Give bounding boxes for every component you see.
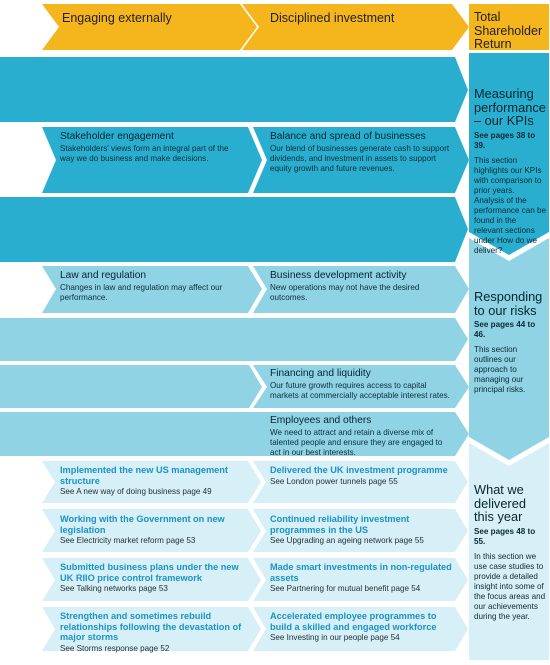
kpi-cell-stakeholder-engagement bbox=[60, 131, 245, 164]
delivered-cell-title: Accelerated employee programmes to build a skilled and engaged workforce bbox=[270, 611, 437, 632]
risk-cell-business-development bbox=[270, 270, 455, 303]
delivered-cell-reference: See Electricity market reform page 53 bbox=[60, 536, 196, 545]
side-delivered-pages: See pages 48 to 55. bbox=[474, 526, 536, 546]
delivered-cell-title: Continued reliability investment programmes in the US bbox=[270, 514, 410, 535]
kpi-cell-body: Our blend of businesses generate cash to support dividends, and investment in assets to support equity growth and future revenues. bbox=[270, 144, 450, 173]
delivered-cell-reference: See Partnering for mutual benefit page 54 bbox=[270, 584, 421, 593]
risk-cell-employees-others bbox=[270, 415, 452, 458]
band-dark-1 bbox=[0, 57, 468, 122]
risk-cell-title: Financing and liquidity bbox=[270, 368, 371, 379]
delivered-cell-title: Strengthen and sometimes rebuild relationships following the devastation of major storms bbox=[60, 611, 242, 642]
delivered-cell-title: Implemented the new US management structure bbox=[60, 465, 228, 486]
side-kpi-section bbox=[474, 87, 546, 256]
side-risks-section bbox=[474, 290, 546, 395]
side-delivered-section bbox=[474, 483, 546, 622]
band-mid-1 bbox=[0, 318, 468, 361]
delivered-cell-smart-investments bbox=[270, 562, 455, 594]
delivered-cell-us-reliability bbox=[270, 514, 452, 546]
risk-cell-title: Business development activity bbox=[270, 270, 407, 281]
side-risks-description: This section outlines our approach to managing our principal risks. bbox=[474, 345, 526, 394]
kpi-cell-balance-spread bbox=[270, 131, 450, 174]
delivered-cell-title: Delivered the UK investment programme bbox=[270, 465, 448, 475]
kpi-cell-title: Balance and spread of businesses bbox=[270, 131, 426, 142]
delivered-cell-reference: See Talking networks page 53 bbox=[60, 584, 168, 593]
delivered-cell-employee-programmes bbox=[270, 611, 450, 643]
delivered-cell-reference: See Upgrading an ageing network page 55 bbox=[270, 536, 424, 545]
delivered-cell-title: Submitted business plans under the new UK RIIO price control framework bbox=[60, 562, 239, 583]
side-kpi-description: This section highlights our KPIs with comparison to prior years. Analysis of the performance can be found in the relevant sections under How do we deliver? bbox=[474, 155, 546, 255]
risk-cell-title: Employees and others bbox=[270, 415, 372, 426]
delivered-cell-reference: See A new way of doing business page 49 bbox=[60, 487, 212, 496]
risk-cell-body: New operations may not have the desired outcomes. bbox=[270, 283, 420, 302]
delivered-cell-reference: See Storms response page 52 bbox=[60, 643, 170, 653]
risk-cell-body: Our future growth requires access to capital markets at commercially acceptable interest rates. bbox=[270, 381, 450, 400]
delivered-cell-us-management bbox=[60, 465, 240, 497]
side-kpi-pages: See pages 38 to 39. bbox=[474, 130, 536, 150]
delivered-cell-riio-plans bbox=[60, 562, 245, 594]
risk-cell-body: Changes in law and regulation may affect our performance. bbox=[60, 283, 223, 302]
header-disciplined-investment: Disciplined investment bbox=[270, 11, 395, 25]
side-risks-heading: Responding to our risks bbox=[474, 289, 543, 318]
side-kpi-heading: Measuring performance – our KPIs bbox=[474, 86, 546, 128]
delivered-cell-government-legislation bbox=[60, 514, 248, 546]
risk-cell-law-regulation bbox=[60, 270, 240, 303]
header-engaging-externally: Engaging externally bbox=[62, 11, 172, 25]
side-risks-pages: See pages 44 to 46. bbox=[474, 320, 536, 339]
delivered-cell-reference: See London power tunnels page 55 bbox=[270, 476, 398, 486]
band-dark-2 bbox=[0, 197, 468, 262]
risk-cell-body: We need to attract and retain a diverse mix of talented people and ensure they are engaged to act in our best interests. bbox=[270, 428, 443, 457]
kpi-cell-title: Stakeholder engagement bbox=[60, 131, 174, 142]
delivered-cell-reference: See Investing in our people page 54 bbox=[270, 633, 400, 642]
risk-cell-financing-liquidity bbox=[270, 368, 450, 401]
delivered-cell-uk-investment bbox=[270, 465, 450, 487]
side-delivered-heading: What we delivered this year bbox=[474, 482, 526, 524]
kpi-cell-body: Stakeholders' views form an integral part of the way we do business and make decisions. bbox=[60, 144, 229, 163]
delivered-cell-title: Made smart investments in non-regulated assets bbox=[270, 562, 452, 583]
delivered-cell-title: Working with the Government on new legislation bbox=[60, 514, 225, 535]
header-total-shareholder-return: Total Shareholder Return bbox=[474, 10, 543, 51]
side-delivered-description: In this section we use case studies to provide a detailed insight into some of the focus areas and our achievements during the year. bbox=[474, 551, 546, 621]
band-mid-3 bbox=[0, 365, 262, 408]
delivered-cell-storms bbox=[60, 611, 248, 654]
risk-cell-title: Law and regulation bbox=[60, 270, 147, 281]
